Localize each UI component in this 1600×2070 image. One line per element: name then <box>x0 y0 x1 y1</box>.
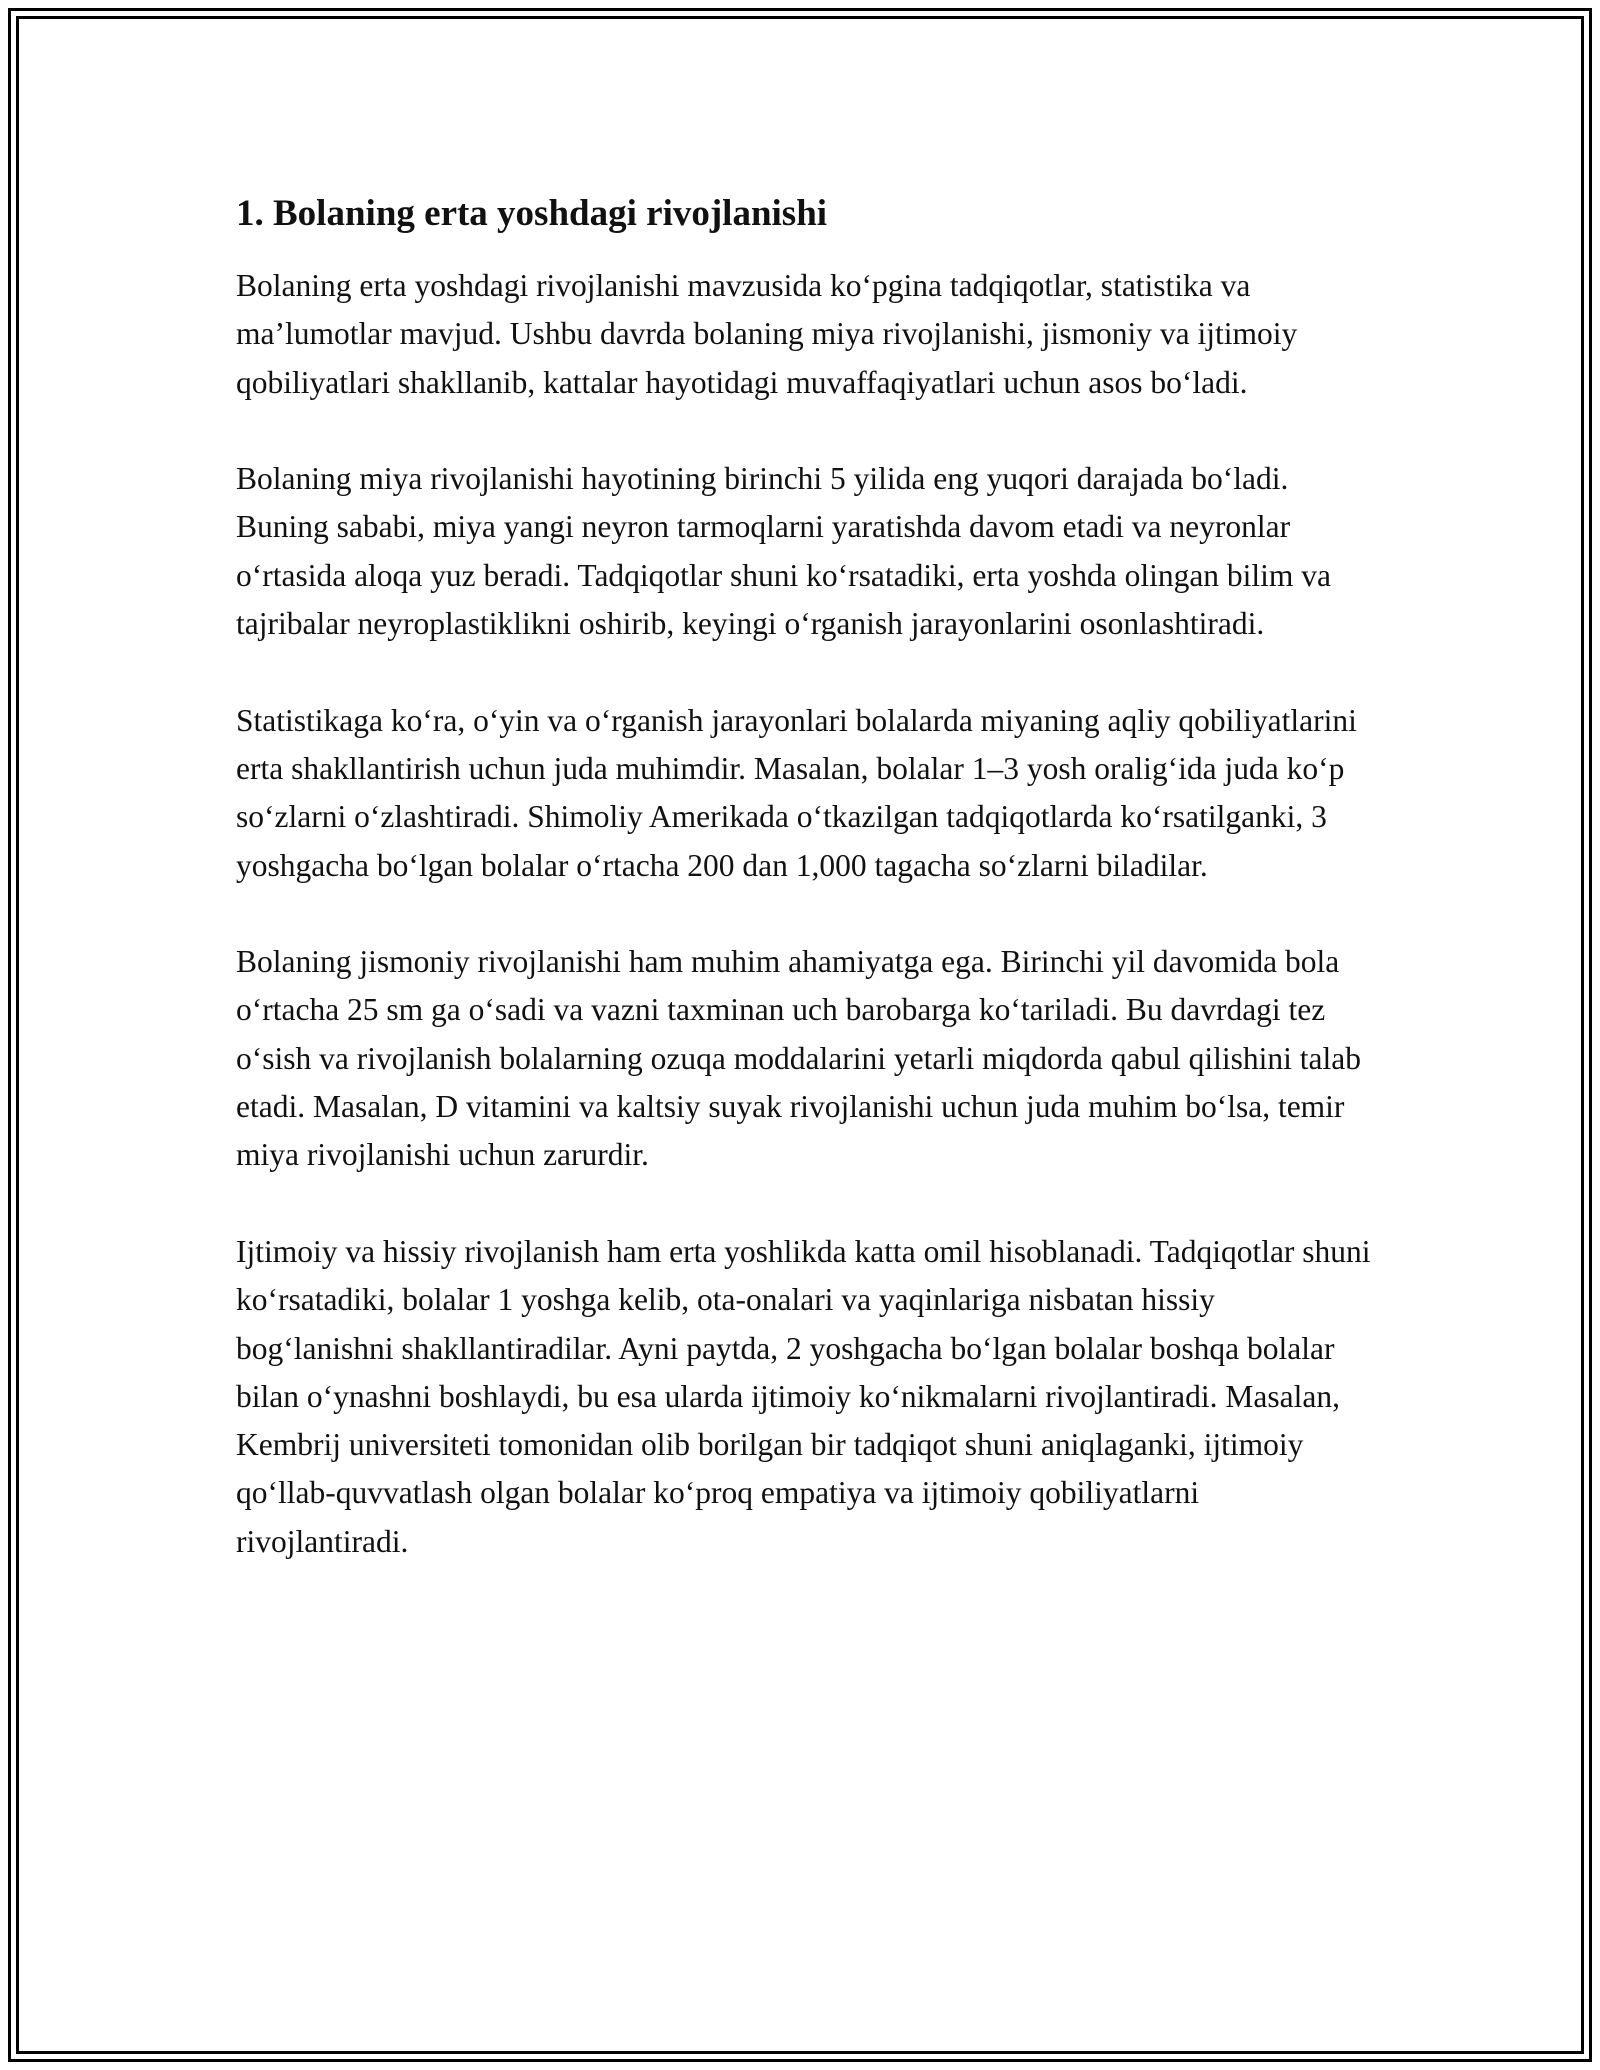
paragraph-statistics: Statistikaga ko‘ra, o‘yin va o‘rganish jarayonlari bolalarda miyaning aqliy qobiliyatlarini erta shakllantirish uchun juda muhimdir. Masalan, bolalar 1–3 yosh oralig‘ida juda ko‘p so‘zlarni o‘zlashtiradi. Shimoliy Amerikada o‘tkazilgan tadqiqotlarda ko‘rsatilganki, 3 yoshgacha bo‘lgan bolalar o‘rtacha 200 dan 1,000 tagacha so‘zlarni biladilar. <box>236 702 1357 883</box>
paragraph-social-development: Ijtimoiy va hissiy rivojlanish ham erta yoshlikda katta omil hisoblanadi. Tadqiqotlar shuni ko‘rsatadiki, bolalar 1 yoshga kelib, ota-onalari va yaqinlariga nisbatan hissiy bog‘lanishni shakllantiradilar. Ayni paytda, 2 yoshgacha bo‘lgan bolalar boshqa bolalar bilan o‘ynashni boshlaydi, bu esa ularda ijtimoiy ko‘nikmalarni rivojlantiradi. Masalan, Kembrij universiteti tomonidan olib borilgan bir tadqiqot shuni aniqlaganki, ijtimoiy qo‘llab-quvvatlash olgan bolalar ko‘proq empatiya va ijtimoiy qobiliyatlarni rivojlantiradi. <box>236 1233 1371 1559</box>
paragraph-brain-development: Bolaning miya rivojlanishi hayotining birinchi 5 yilida eng yuqori darajada bo‘ladi. Buning sababi, miya yangi neyron tarmoqlarni yaratishda davom etadi va neyronlar o‘rtasida aloqa yuz beradi. Tadqiqotlar shuni ko‘rsatadiki, erta yoshda olingan bilim va tajribalar neyroplastiklikni oshirib, keyingi o‘rganish jarayonlarini osonlashtiradi. <box>236 461 1332 642</box>
paragraph-physical-development: Bolaning jismoniy rivojlanishi ham muhim ahamiyatga ega. Birinchi yil davomida bola o‘rtacha 25 sm ga o‘sadi va vazni taxminan uch barobarga ko‘tariladi. Bu davrdagi tez o‘sish va rivojlanish bolalarning ozuqa moddalarini yetarli miqdorda qabul qilishini talab etadi. Masalan, D vitamini va kaltsiy suyak rivojlanishi uchun juda muhim bo‘lsa, temir miya rivojlanishi uchun zarurdir. <box>236 944 1362 1173</box>
paragraph-intro: Bolaning erta yoshdagi rivojlanishi mavzusida ko‘pgina tadqiqotlar, statistika va ma’lumotlar mavjud. Ushbu davrda bolaning miya rivojlanishi, jismoniy va ijtimoiy qobiliyatlari shakllanib, kattalar hayotidagi muvaffaqiyatlari uchun asos bo‘ladi. <box>236 268 1298 400</box>
section-heading: 1. Bolaning erta yoshdagi rivojlanishi <box>236 193 828 234</box>
document-content <box>236 186 1376 1614</box>
